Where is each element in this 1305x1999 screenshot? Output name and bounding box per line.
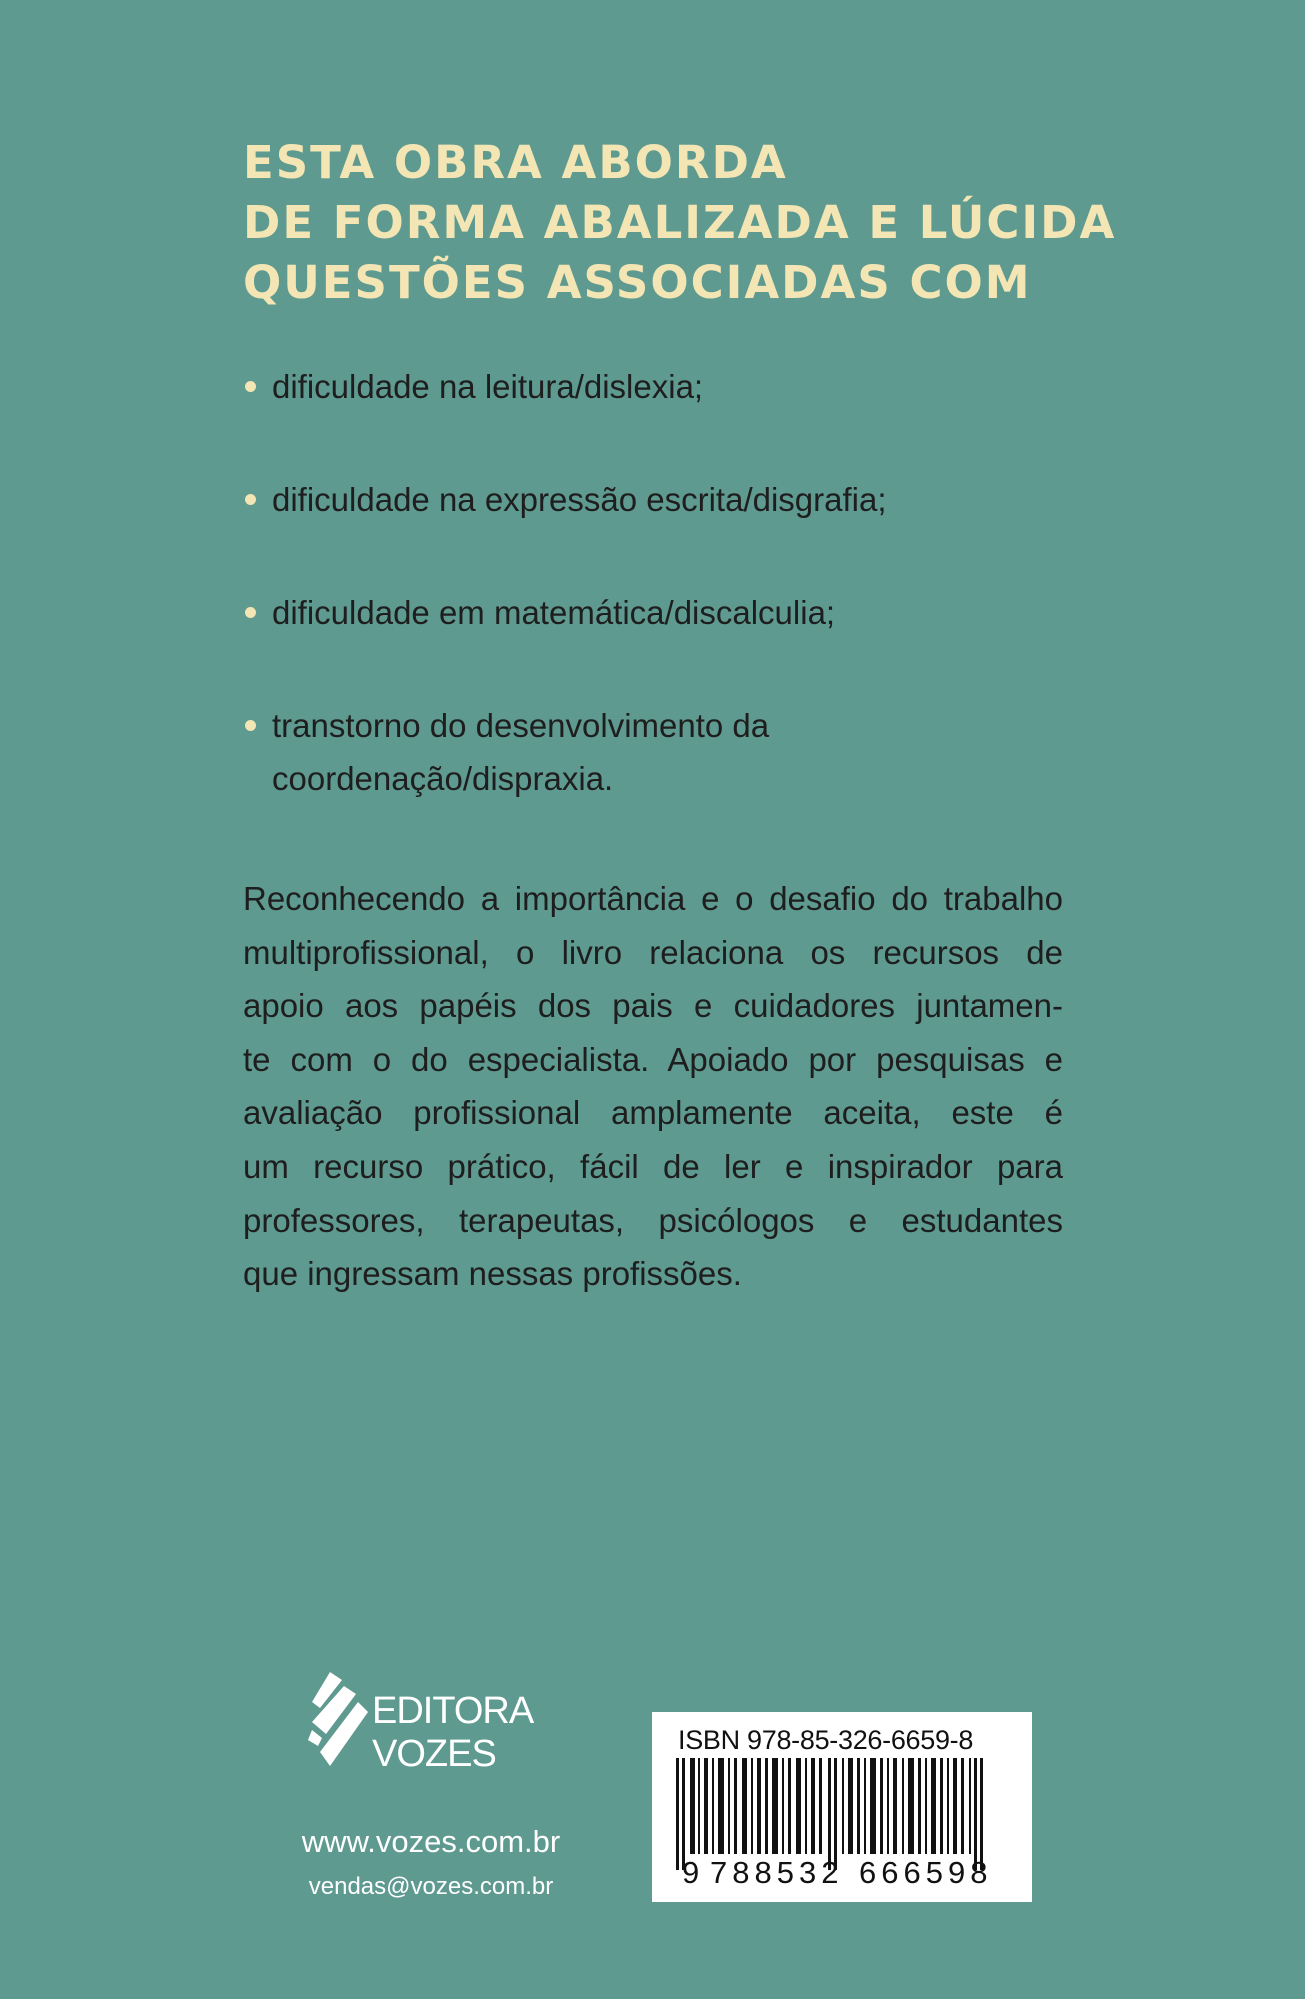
description-line: te com o do especialista. Apoiado por pesquisas e — [243, 1040, 1063, 1078]
list-item — [243, 699, 1103, 805]
publisher-name-line2: VOZES — [372, 1733, 496, 1775]
list-item — [243, 360, 1103, 413]
list-item — [243, 586, 1103, 639]
description-line: professores, terapeutas, psicólogos e estudantes — [243, 1201, 1063, 1239]
barcode-digits-group1: 788532 — [710, 1855, 844, 1890]
publisher-email[interactable]: vendas@vozes.com.br — [308, 1873, 554, 1900]
list-item-text: coordenação/dispraxia. — [272, 760, 614, 797]
barcode-icon — [674, 1758, 1010, 1870]
bullet-icon — [245, 381, 256, 392]
barcode-digits-group2: 666598 — [859, 1855, 993, 1890]
publisher-website[interactable]: www.vozes.com.br — [301, 1824, 561, 1859]
description-line: apoio aos papéis dos pais e cuidadores juntamen- — [243, 987, 1063, 1025]
isbn-label: ISBN 978-85-326-6659-8 — [678, 1725, 974, 1755]
bullet-icon — [245, 607, 256, 618]
publisher-logo-text — [372, 1690, 533, 1776]
description-line: multiprofissional, o livro relaciona os recursos de — [243, 933, 1063, 971]
headline-line-1: ESTA OBRA ABORDA — [243, 136, 788, 189]
bullet-icon — [245, 494, 256, 505]
headline-line-3: QUESTÕES ASSOCIADAS COM — [243, 256, 1032, 309]
description-line: Reconhecendo a importância e o desafio do trabalho — [243, 880, 1063, 917]
publisher-logo — [308, 1670, 568, 1780]
description-line: avaliação profissional amplamente aceita, este é — [243, 1094, 1063, 1132]
description-line: que ingressam nessas profissões. — [243, 1255, 742, 1293]
list-item — [243, 473, 1103, 526]
barcode-panel — [652, 1712, 1032, 1902]
publisher-name-line1: EDITORA — [372, 1690, 534, 1732]
list-item-text: dificuldade em matemática/discalculia; — [272, 594, 836, 631]
publisher-logo-icon — [308, 1672, 370, 1772]
list-item-text: dificuldade na leitura/dislexia; — [272, 368, 704, 405]
barcode-digit-first: 9 — [682, 1855, 700, 1890]
headline-line-2: DE FORMA ABALIZADA E LÚCIDA — [243, 196, 1117, 249]
list-item-text: dificuldade na expressão escrita/disgrafia; — [272, 481, 887, 518]
description-line: um recurso prático, fácil de ler e inspirador para — [243, 1147, 1063, 1185]
topic-list — [243, 360, 1103, 865]
description-paragraph — [243, 872, 1063, 1301]
bullet-icon — [245, 720, 256, 731]
list-item-text: transtorno do desenvolvimento da — [272, 707, 770, 744]
headline — [243, 133, 1143, 313]
